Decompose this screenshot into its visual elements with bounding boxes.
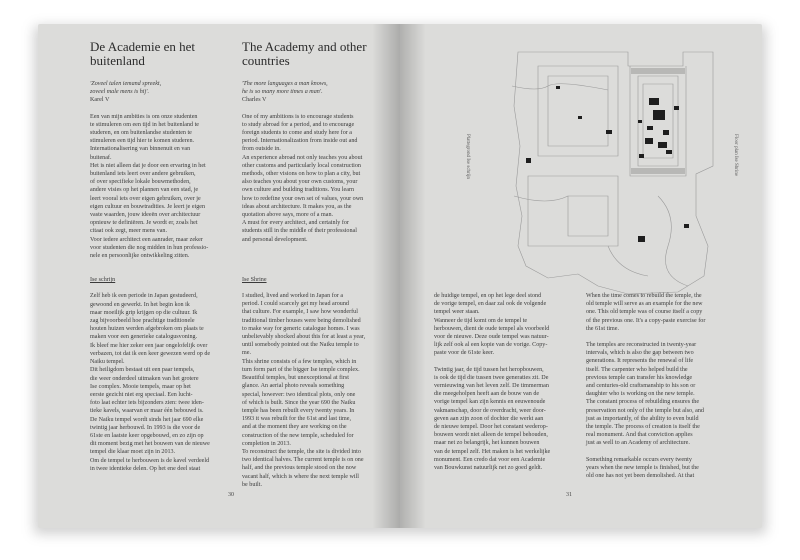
right-dutch-line: de nieuwe tempel. Door het constant wederop- — [434, 424, 548, 431]
dutch-body-line: Zelf heb ik een periode in Japan gestudeerd, — [90, 293, 198, 300]
right-dutch-line: de vorige tempel, en daar zal ook de volgende — [434, 301, 547, 308]
right-dutch-line: die meegeholpen heeft aan de bouw van de — [434, 391, 540, 398]
right-dutch-line: bouwen wordt niet alleen de tempel behouden, — [434, 432, 548, 439]
english-intro-line: from outside in. — [242, 146, 281, 153]
english-intro-line: and personal development. — [242, 236, 308, 243]
dutch-body-line: verbazen, tot dat ik een keer gewezen werd op de — [90, 350, 211, 357]
english-column — [242, 40, 378, 489]
dutch-body-line: tieke kavels, waarvan er maar één bebouwd is. — [90, 408, 204, 415]
right-english-line: the temple. The process of creation is itself the — [586, 424, 700, 431]
english-quote-author: Charles V — [242, 97, 267, 104]
right-english-line: generations. It represents the renewal of life — [586, 358, 694, 365]
right-english-line: The temples are reconstructed in twenty-year — [586, 342, 697, 349]
english-heading: The Academy and other countries — [242, 39, 367, 68]
right-dutch-line — [434, 358, 572, 366]
dutch-column — [90, 40, 226, 473]
dutch-intro-line: stimuleren een tijd hier te komen studeren. — [90, 138, 195, 145]
dutch-intro-line: andere visies op het plannen van een stad, je — [90, 187, 199, 194]
dutch-intro-line: vaste waarden, jouw ideeën over architectuur — [90, 212, 201, 219]
dutch-intro-line: te stimuleren om een tijd in het buitenland te — [90, 121, 199, 128]
dutch-body — [90, 292, 226, 472]
english-body-line: of which is built. Since the year 690 the Naiku — [242, 399, 356, 406]
dutch-body-line: dit moment bezig met het bouwen van de nieuwe — [90, 441, 210, 448]
right-dutch-line: herbouwen, dient de oude tempel als voorbeeld — [434, 325, 550, 332]
dutch-body-line: twintig jaar herbouwd. In 1993 is die voor de — [90, 424, 201, 431]
english-intro-line: quotation above says, more of a man. — [242, 212, 334, 219]
right-dutch-line: Wanneer de tijd komt om de tempel te — [434, 317, 528, 324]
dutch-intro-line: of over specifieke lokale bouwmethoden, — [90, 179, 191, 186]
dutch-body-line: Ise complex. Mooie tempels, maar op het — [90, 383, 191, 390]
dutch-intro-line: opnieuw te definiëren. Je wordt er, zoals het — [90, 220, 198, 227]
dutch-body-line: maar moeilijk grip krijgen op die cultuur. Ik — [90, 309, 198, 316]
english-intro — [242, 113, 378, 244]
right-page — [400, 24, 762, 528]
dutch-body-line: Om de tempel te herbouwen is de kavel verdeeld — [90, 457, 210, 464]
english-body-line: period. I could scarcely get my head around — [242, 301, 349, 308]
right-dutch-line: de huidige tempel, en op het lege deel stond — [434, 293, 542, 299]
english-subheading: Ise Shrine — [242, 276, 267, 283]
right-dutch-line: is ook de tijd die tussen twee generaties zit. De — [434, 374, 549, 381]
right-english-line: itself. The carpenter who helped build the — [586, 366, 688, 373]
english-body-line: construction of the new temple, scheduled for — [242, 432, 354, 439]
right-dutch-line: monument. Een credo dat voor een Academie — [434, 456, 546, 463]
dutch-intro-line: Het is niet alleen dat je door een ervaring in het — [90, 162, 206, 169]
right-dutch-line: maar net zo belangrijk, het kunnen bouwen — [434, 440, 540, 447]
dutch-body-line: eerste gezicht niet erg speciaal. Een lucht- — [90, 391, 193, 398]
english-intro-line: A must for every architect, and certainly for — [242, 220, 349, 227]
right-english-line: just as well to an Academy of architecture. — [586, 440, 690, 447]
dutch-intro-line: citaat ook zegt, meer mens van. — [90, 228, 167, 235]
right-english-line: When the time comes to rebuild the temple, the — [586, 293, 702, 299]
english-body-line: glance. An aerial photo reveals something — [242, 383, 345, 390]
dutch-body-line: foto laat echter iets bijzonders zien: twee iden- — [90, 400, 204, 407]
right-english-line: Something remarkable occurs every twenty — [586, 456, 692, 463]
dutch-intro-line: studeren, en om buitenlandse studenten te — [90, 130, 192, 137]
right-page-gutter — [400, 24, 426, 528]
dutch-quote-author: Karel V — [90, 97, 110, 104]
right-english-line: years when the new temple is finished, but the — [586, 464, 699, 471]
english-intro-line: period. Internationalization from inside out and — [242, 138, 358, 145]
english-body-line: I studied, lived and worked in Japan for a — [242, 293, 344, 300]
right-english-line: previous temple can transfer his knowledge — [586, 374, 693, 381]
page-number-left: 30 — [228, 492, 234, 498]
right-dutch-line: paste voor de 61ste keer. — [434, 350, 495, 357]
right-english-line: just as importantly, of the ability to even build — [586, 415, 699, 422]
right-english-column — [586, 292, 726, 480]
right-english-line: real monument. And that conviction applies — [586, 432, 693, 439]
dutch-body-line: maken voor een generieke catalogusvoning. — [90, 334, 198, 341]
english-body-line: that culture. For example, I saw how wonderful — [242, 309, 358, 316]
dutch-intro-line: buitenland iets leert over andere gebruiken, — [90, 171, 196, 178]
right-dutch-line: Twintig jaar, de tijd tussen het heropbouwen, — [434, 366, 544, 373]
english-body-line: This shrine consists of a few temples, which in — [242, 358, 357, 365]
english-body-line: temple has been rebuilt every twenty years. In — [242, 407, 355, 414]
right-dutch-line: vorige tempel kan zijn kennis en eeuwenoude — [434, 399, 546, 406]
dutch-body-line: Dit heiligdom bestaat uit een paar tempels, — [90, 367, 195, 374]
right-english-line: the 61st time. — [586, 325, 620, 332]
english-body-line: until somebody pointed out the Naiku temple to — [242, 342, 359, 349]
english-body-line: be built. — [242, 481, 262, 488]
english-body-line: and at the moment they are working on the — [242, 424, 347, 431]
dutch-body-line: in twee identieke delen. Op het ene deel staat — [90, 465, 201, 472]
dutch-quote — [90, 80, 226, 105]
left-page — [38, 24, 400, 528]
right-english-line: of the previous one. It's a copy-paste exercise for — [586, 317, 706, 324]
english-body-line: unbelievably shocked about this for at least a year, — [242, 334, 366, 341]
right-dutch-line: voor de nieuwe. Deze oude tempel was natuur- — [434, 334, 549, 341]
english-intro-line: An experience abroad not only teaches you about — [242, 154, 363, 161]
dutch-intro-line: Een van mijn ambities is om onze studenten — [90, 113, 198, 120]
right-dutch-line: vakmanschap, door de overdracht, weer door- — [434, 407, 546, 414]
dutch-intro-line: nele en persoonlijke ontwikkeling zitten. — [90, 253, 190, 260]
dutch-body-line: zag bijvoorbeeld hoe prachtige traditionele — [90, 318, 195, 325]
dutch-intro-line: eigen cultuur en bouwtradities. Je leert je eigen — [90, 203, 206, 210]
right-dutch-line: geven aan zijn zoon of dochter die werkt aan — [434, 415, 544, 422]
english-body-line: to make way for generic catalogue homes. I was — [242, 325, 360, 332]
dutch-body-line: die weer onderdeel uitmaken van het grotere — [90, 375, 199, 382]
dutch-body-line: gewoond en gewerkt. In het begin kon ik — [90, 301, 190, 308]
dutch-subheading: Ise schrijn — [90, 277, 116, 284]
page-number-right: 31 — [566, 492, 572, 498]
english-quote-line: 'The more languages a man knows, — [242, 81, 328, 87]
english-body-line: traditional timber houses were being demolished — [242, 317, 361, 324]
right-english-line: old one has not yet been demolished. At that — [586, 473, 695, 480]
english-body-line: 1993 it was rebuilt for the 61st and last time, — [242, 416, 351, 423]
english-intro-line: students still in the middle of their professional — [242, 228, 357, 235]
right-dutch-line: van de tempel zelf. Het maken is het werkelijke — [434, 448, 551, 455]
english-body-line: Beautiful temples, but unexceptional at first — [242, 375, 349, 382]
english-intro-line: other customs and particularly local construction — [242, 162, 361, 169]
dutch-intro-line: Voor iedere architect een aanrader, maar zeker — [90, 236, 203, 243]
english-body-line: me. — [242, 350, 251, 357]
dutch-intro-line: leert vooral iets over eigen gebruiken, over je — [90, 195, 201, 202]
ise-shrine-floor-plan — [508, 46, 718, 298]
right-dutch-line: van Bouwkunst natuurlijk net zo goed geldt. — [434, 465, 543, 472]
right-english-line: intervals, which is also the gap between two — [586, 350, 694, 357]
english-intro-line: how to redefine your own set of values, your own — [242, 195, 364, 202]
english-intro-line: also teaches you about your own customs, your — [242, 179, 358, 186]
right-dutch-column — [434, 292, 572, 472]
right-dutch-line: vernieuwing van het leven zelf. De timmerman — [434, 383, 549, 390]
dutch-body-line: Naiku tempel. — [90, 359, 125, 366]
dutch-quote-line: zoveel male mens is hij'. — [90, 89, 150, 96]
dutch-heading: De Academie en het buitenland — [90, 39, 196, 68]
right-english-line — [586, 333, 726, 341]
english-body-line: two identical halves. The current temple is on one — [242, 457, 364, 464]
english-body-line: To reconstruct the temple, the site is divided into — [242, 448, 361, 455]
dutch-body-line: houten huizen werden afgebroken om plaats te — [90, 326, 204, 333]
right-english-line: The constant process of rebuilding ensures the — [586, 399, 700, 406]
right-english-line: old temple will serve as an example for the new — [586, 301, 703, 308]
english-intro-line: own culture and building traditions. You learn — [242, 187, 355, 194]
dutch-intro-line: buitenaf. — [90, 154, 112, 161]
english-intro-line: ideas about architecture. It makes you, as the — [242, 203, 352, 210]
dutch-intro — [90, 113, 226, 261]
right-dutch-line: tempel weer staan. — [434, 309, 480, 316]
plan-caption-dutch: Plattegrond Ise schrijn — [465, 134, 470, 179]
english-intro-line: foreign students to come and study here for a — [242, 130, 352, 137]
right-english-line: daughter who is working on the new temple. — [586, 391, 695, 398]
right-english-line: and centuries-old craftsmanship to his son or — [586, 383, 696, 390]
english-body-line: vacant half, which is where the next temple will — [242, 473, 359, 480]
english-intro-line: One of my ambitions is to encourage students — [242, 113, 354, 120]
right-english-line: preservation not only of the temple but also, and — [586, 407, 704, 414]
plan-caption-english: Floor plan Ise Shrine — [733, 134, 738, 177]
english-quote — [242, 80, 378, 105]
english-body-line: completion in 2013. — [242, 440, 291, 447]
dutch-quote-line: 'Zoveel talen iemand spreekt, — [90, 81, 162, 87]
dutch-body-line: 61ste en laatste keer opgebouwd, en zo zijn op — [90, 432, 204, 439]
english-body-line: special, however: two identical plots, only one — [242, 391, 356, 398]
english-body-line: half, and the previous temple stood on the now — [242, 465, 357, 472]
dutch-body-line: De Naiku tempel wordt sinds het jaar 690 elke — [90, 416, 204, 423]
right-english-line: one. This old temple was of course itself a copy — [586, 309, 703, 316]
english-intro-line: methods, other visions on how to plan a city, but — [242, 171, 361, 178]
dutch-body-line: tempel die klaar moet zijn in 2013. — [90, 449, 176, 456]
english-body — [242, 292, 378, 489]
right-dutch-line: lijk zelf ook al een kopie van de vorige. Copy- — [434, 342, 548, 349]
english-quote-line: he is so many more times a man'. — [242, 89, 323, 96]
dutch-body-line: Ik bleef me hier zeker een jaar ongelofelijk over — [90, 342, 208, 349]
dutch-intro-line: voor studenten die nog midden in hun professio- — [90, 244, 209, 251]
dutch-intro-line: Internationalisering van binnenuit en van — [90, 146, 191, 153]
english-intro-line: to study abroad for a period, and to encourage — [242, 121, 355, 128]
english-body-line: turn form part of the bigger Ise temple complex. — [242, 366, 360, 373]
right-english-line — [586, 448, 726, 456]
